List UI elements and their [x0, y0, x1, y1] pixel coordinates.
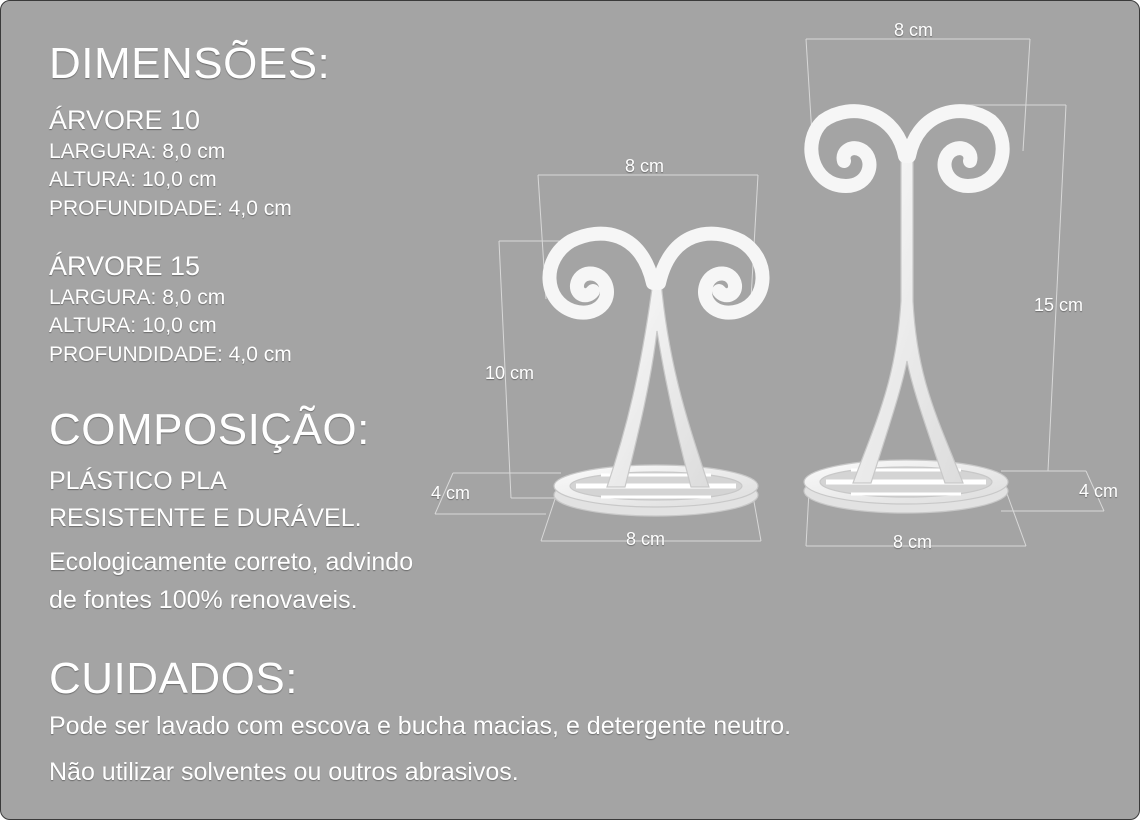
product-illustration [1, 1, 1140, 820]
large-tree-product [804, 111, 1008, 513]
dimensions-heading: DIMENSÕES: [49, 39, 331, 88]
tree15-depth: PROFUNDIDADE: 4,0 cm [49, 343, 292, 366]
tree10-depth: PROFUNDIDADE: 4,0 cm [49, 197, 292, 220]
large-tree-base-width-label: 8 cm [893, 532, 933, 552]
composition-quality: RESISTENTE E DURÁVEL. [49, 504, 362, 532]
tree10-height: ALTURA: 10,0 cm [49, 168, 217, 191]
small-tree-product [549, 234, 762, 516]
tree10-title: ÁRVORE 10 [49, 105, 201, 135]
large-tree-depth-label: 4 cm [1079, 481, 1119, 501]
small-tree-base-width-label: 8 cm [626, 529, 666, 549]
small-tree-depth-label: 4 cm [431, 483, 471, 503]
tree15-width: LARGURA: 8,0 cm [49, 286, 226, 309]
care-washing: Pode ser lavado com escova e bucha macias, e detergente neutro. [49, 712, 792, 740]
composition-eco-line2: de fontes 100% renovaveis. [49, 586, 358, 614]
tree10-width: LARGURA: 8,0 cm [49, 140, 226, 163]
tree15-height: ALTURA: 10,0 cm [49, 314, 217, 337]
large-tree-height-label: 15 cm [1034, 295, 1084, 315]
care-heading: CUIDADOS: [49, 654, 298, 703]
composition-heading: COMPOSIÇÃO: [49, 405, 370, 454]
small-tree-top-width-label: 8 cm [625, 156, 665, 176]
large-tree-top-width-label: 8 cm [894, 20, 934, 40]
care-warning: Não utilizar solventes ou outros abrasivos. [49, 758, 519, 786]
composition-eco-line1: Ecologicamente correto, advindo [49, 548, 414, 576]
composition-material: PLÁSTICO PLA [49, 467, 227, 495]
tree15-title: ÁRVORE 15 [49, 251, 201, 281]
small-tree-height-label: 10 cm [485, 363, 535, 383]
